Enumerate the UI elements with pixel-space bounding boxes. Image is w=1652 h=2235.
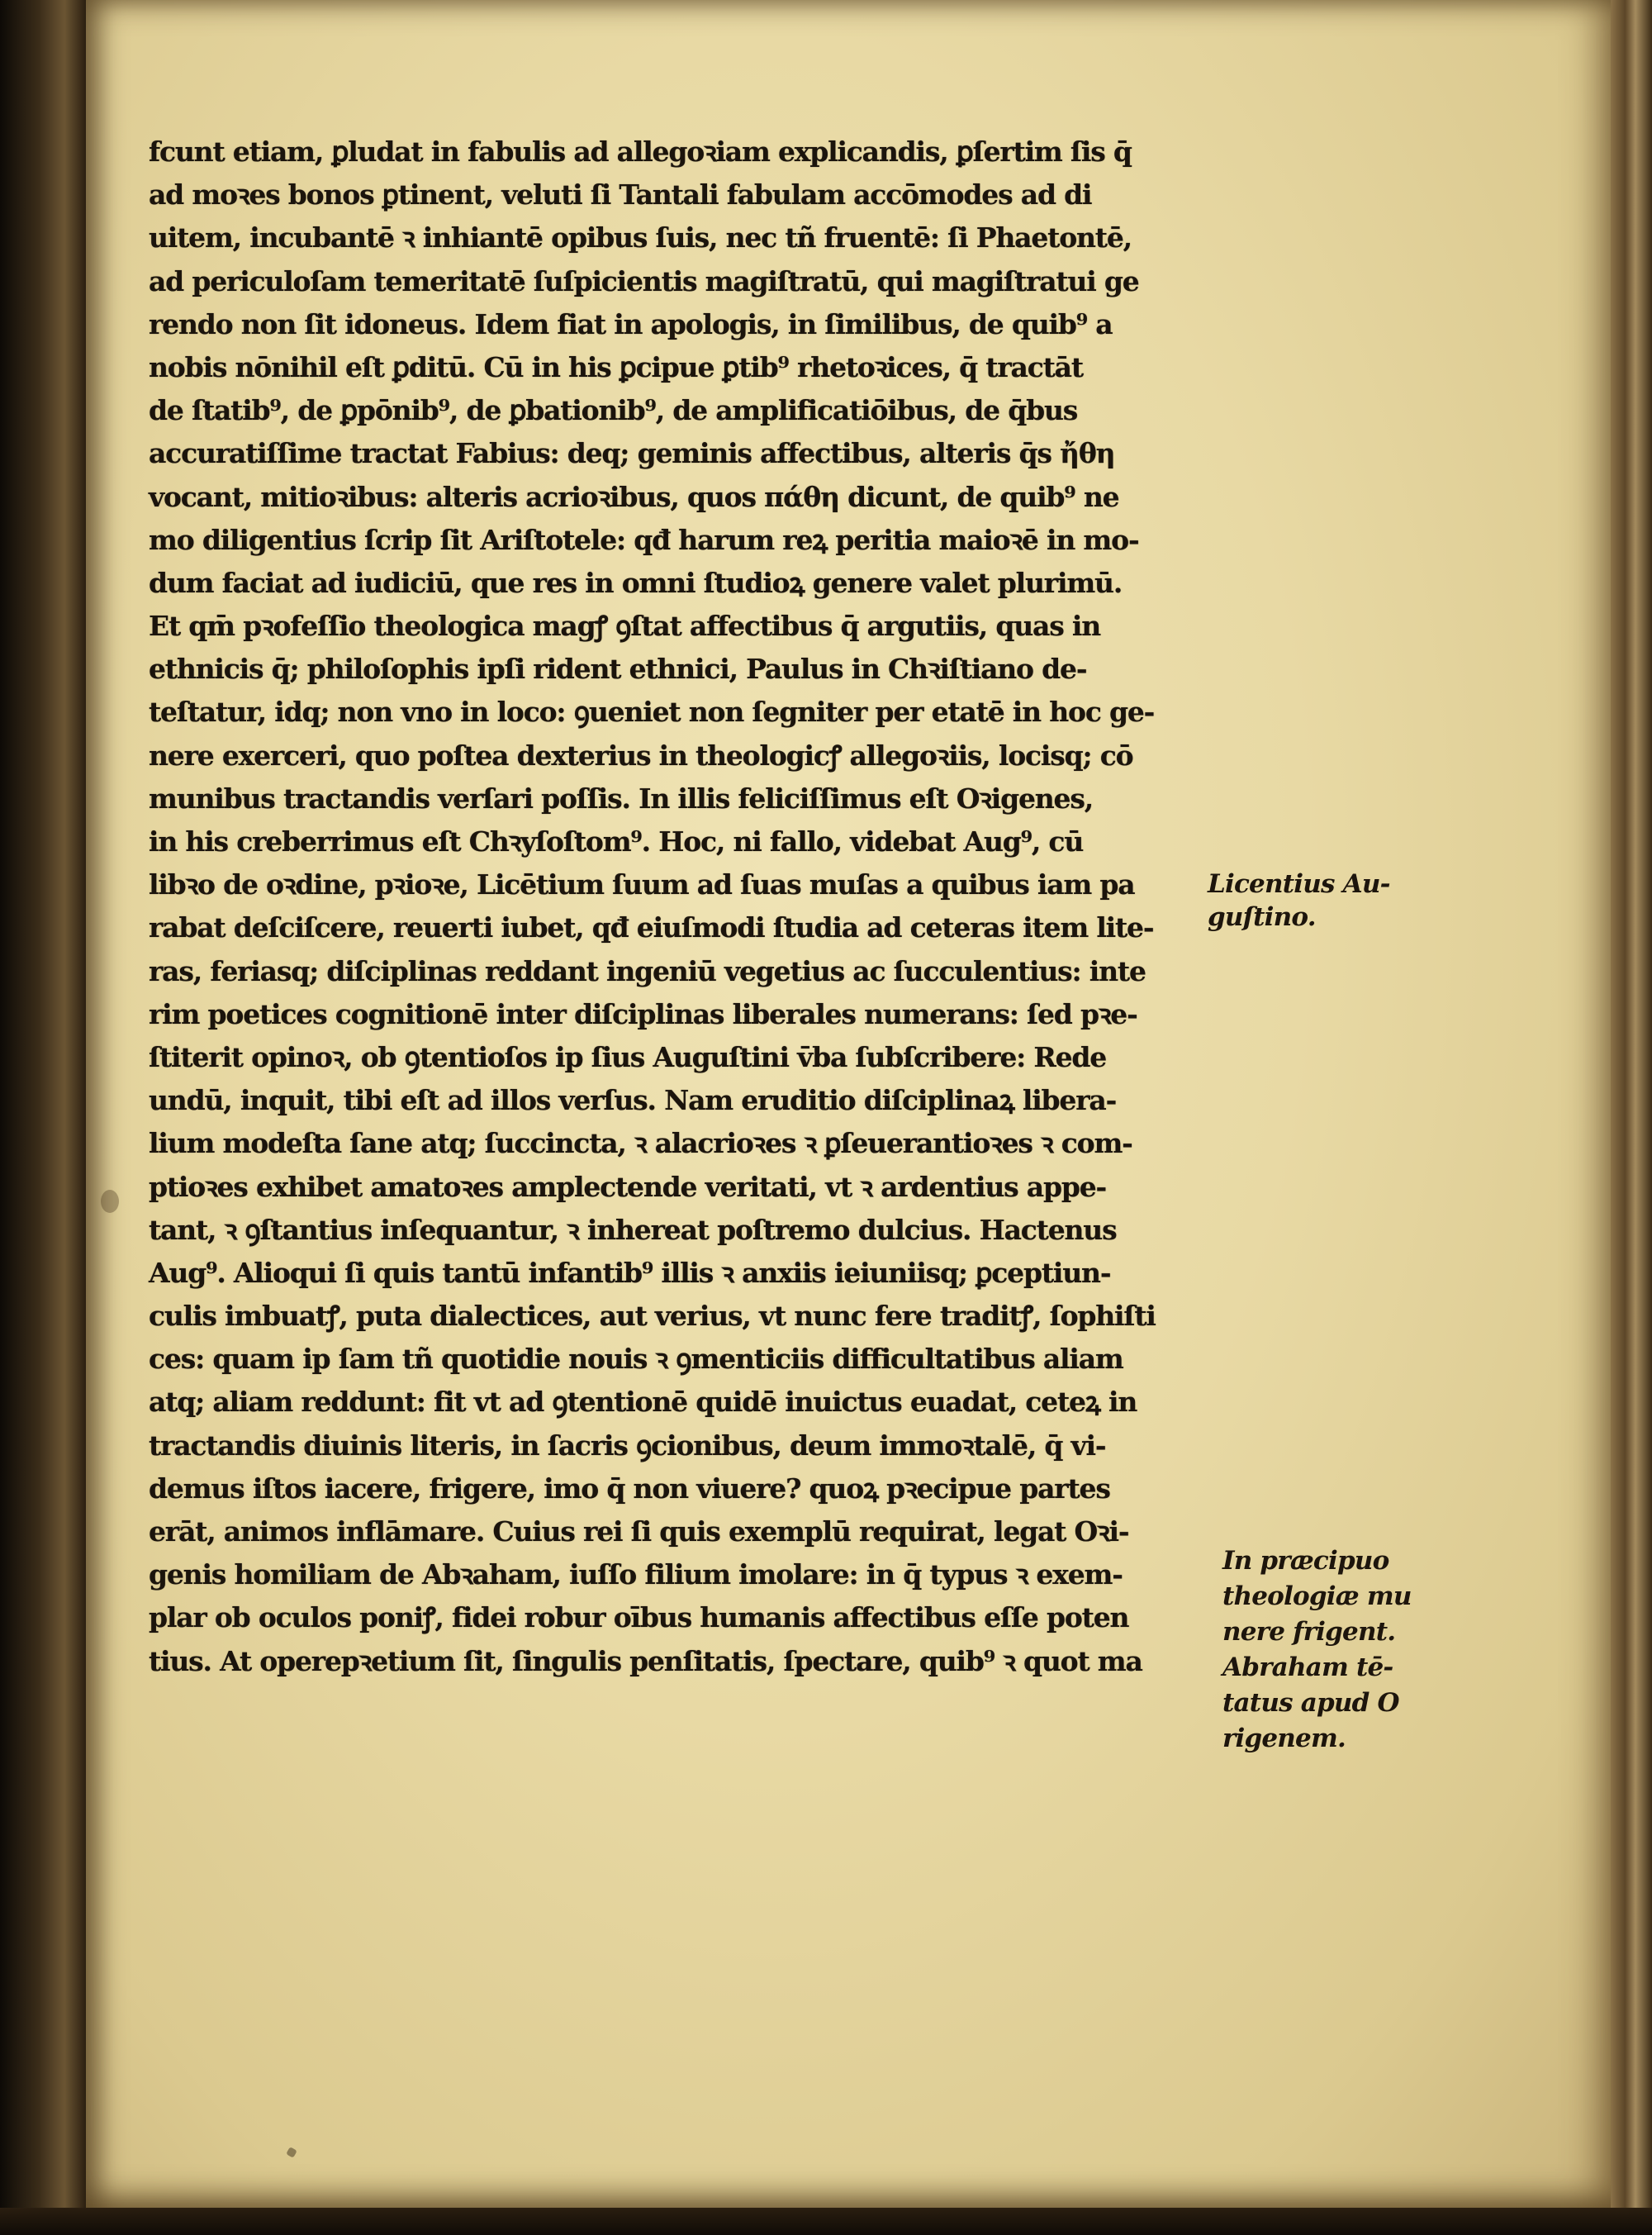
text-line: rabat deſciſcere, reuerti iubet, qđ eiuſmodi ſtudia ad ceteras item lite- xyxy=(149,911,1154,944)
text-line: Et qm̄ pꝛofeſſio theologica magꝭ ꝯſtat affectibus q̄ argutiis, quas in xyxy=(149,610,1100,643)
text-line: ethnicis q̄; philoſophis ipſi rident ethnici, Paulus in Chꝛiſtiano de- xyxy=(149,653,1087,686)
ink-smudge xyxy=(101,1190,119,1213)
text-line: uitem, incubantē ꝛ inhiantē opibus ſuis, nec tñ fruentē: ſi Phaetontē, xyxy=(149,221,1132,254)
marginal-note-line: guſtino. xyxy=(1208,902,1316,932)
marginal-note-theologiae xyxy=(1222,1543,1412,1757)
marginal-note-line: tatus apud O xyxy=(1222,1688,1399,1718)
text-line: undū, inquit, tibi eſt ad illos verſus. Nam eruditio diſciplinaꝝ libera- xyxy=(149,1084,1117,1117)
marginal-note-line: rigenem. xyxy=(1222,1724,1346,1753)
marginal-note-line: nere frigent. xyxy=(1222,1617,1396,1647)
text-line: Aug⁹. Alioqui ſi quis tantū infantib⁹ illis ꝛ anxiis ieiuniisq; ꝑceptiun- xyxy=(149,1256,1111,1289)
page-edge-right xyxy=(1611,0,1652,2235)
text-line: culis imbuatꝭ, puta dialectices, aut verius, vt nunc fere traditꝭ, ſophiſti xyxy=(149,1300,1156,1333)
text-line: tractandis diuinis literis, in ſacris ꝯcionibus, deum immoꝛtalē, q̄ vi- xyxy=(149,1429,1106,1462)
text-line: tius. At operepꝛetium ſit, ſingulis penſitatis, ſpectare, quib⁹ ꝛ quot ma xyxy=(149,1644,1142,1677)
marginal-note-line: Abraham tē- xyxy=(1222,1652,1393,1682)
text-line: ras, feriasq; diſciplinas reddant ingeniū vegetius ac ſucculentius: inte xyxy=(149,954,1146,987)
text-line: nobis nōnihil eſt ꝑditū. Cū in his ꝑcipue ꝑtib⁹ rhetoꝛices, q̄ tractāt xyxy=(149,350,1083,383)
text-line: plar ob oculos poniꝭ, fidei robur oībus humanis affectibus eſſe poten xyxy=(149,1601,1129,1634)
text-line: erāt, animos inflāmare. Cuius rei ſi quis exemplū requirat, legat Oꝛi- xyxy=(149,1515,1129,1548)
text-line: fcunt etiam, ꝑludat in fabulis ad allegoꝛiam explicandis, ꝑſertim ſis q̄ xyxy=(149,136,1132,168)
text-line: vocant, mitioꝛibus: alteris acrioꝛibus, quos πάθη dicunt, de quib⁹ ne xyxy=(149,480,1119,513)
text-line: ſtiterit opinoꝛ, ob ꝯtentioſos ip ſius Auguſtini v̄ba ſubſcribere: Rede xyxy=(149,1040,1107,1073)
marginal-note-line: Licentius Au- xyxy=(1208,869,1390,899)
text-line: rendo non ſit idoneus. Idem fiat in apologis, in ſimilibus, de quib⁹ a xyxy=(149,307,1113,340)
text-line: genis homiliam de Abꝛaham, iuſſo filium imolare: in q̄ typus ꝛ exem- xyxy=(149,1558,1123,1591)
text-line: nere exerceri, quo poſtea dexterius in theologicꝭ allegoꝛiis, locisq; cō xyxy=(149,739,1133,772)
text-line: de ſtatib⁹, de ꝑpōnib⁹, de ꝑbationib⁹, de amplificatiōibus, de q̄bus xyxy=(149,394,1078,427)
text-line: ad periculoſam temeritatē ſuſpicientis magiſtratū, qui magiſtratui ge xyxy=(149,264,1139,297)
text-line: ptioꝛes exhibet amatoꝛes amplectende veritati, vt ꝛ ardentius appe- xyxy=(149,1170,1107,1203)
text-line: mo diligentius ſcrip ſit Ariſtotele: qđ harum reꝝ peritia maioꝛē in mo- xyxy=(149,523,1139,556)
marginal-note-line: theologiæ mu xyxy=(1222,1581,1412,1611)
text-line: munibus tractandis verſari poſſis. In illis feliciſſimus eſt Oꝛigenes, xyxy=(149,782,1093,815)
text-line: accuratiſſime tractat Fabius: deq; geminis affectibus, alteris q̄s ἤθη xyxy=(149,437,1115,470)
text-line: atq; aliam reddunt: fit vt ad ꝯtentionē quidē inuictus euadat, ceteꝝ in xyxy=(149,1386,1137,1419)
text-line: ces: quam ip ſam tñ quotidie nouis ꝛ ꝯmenticiis difficultatibus aliam xyxy=(149,1343,1123,1376)
text-line: tant, ꝛ ꝯſtantius inſequantur, ꝛ inhereat poſtremo dulcius. Hactenus xyxy=(149,1213,1117,1246)
text-line: dum faciat ad iudiciū, que res in omni ſtudioꝝ genere valet plurimū. xyxy=(149,566,1123,599)
text-line: demus iſtos iacere, frigere, imo q̄ non viuere? quoꝝ pꝛecipue partes xyxy=(149,1472,1110,1505)
marginal-note-licentius xyxy=(1208,868,1390,934)
text-line: ad moꝛes bonos ꝑtinent, veluti ſi Tantali fabulam accōmodes ad di xyxy=(149,178,1092,212)
book-gutter xyxy=(0,0,86,2235)
text-line: teſtatur, idq; non vno in loco: ꝯueniet non ſegniter per etatē in hoc ge- xyxy=(149,696,1155,729)
main-text-block xyxy=(149,131,1214,1683)
page-edge-bottom xyxy=(0,2208,1652,2235)
marginal-note-line: In præcipuo xyxy=(1222,1546,1389,1576)
text-line: rim poetices cognitionē inter diſciplinas liberales numerans: ſed pꝛe- xyxy=(149,997,1137,1030)
text-line: in his creberrimus eſt Chꝛyſoſtom⁹. Hoc, ni fallo, videbat Aug⁹, cū xyxy=(149,825,1084,858)
text-line: libꝛo de oꝛdine, pꝛioꝛe, Licētium ſuum ad ſuas muſas a quibus iam pa xyxy=(149,868,1135,901)
text-line: lium modeſta ſane atq; ſuccincta, ꝛ alacrioꝛes ꝛ ꝑſeuerantioꝛes ꝛ com- xyxy=(149,1127,1132,1160)
